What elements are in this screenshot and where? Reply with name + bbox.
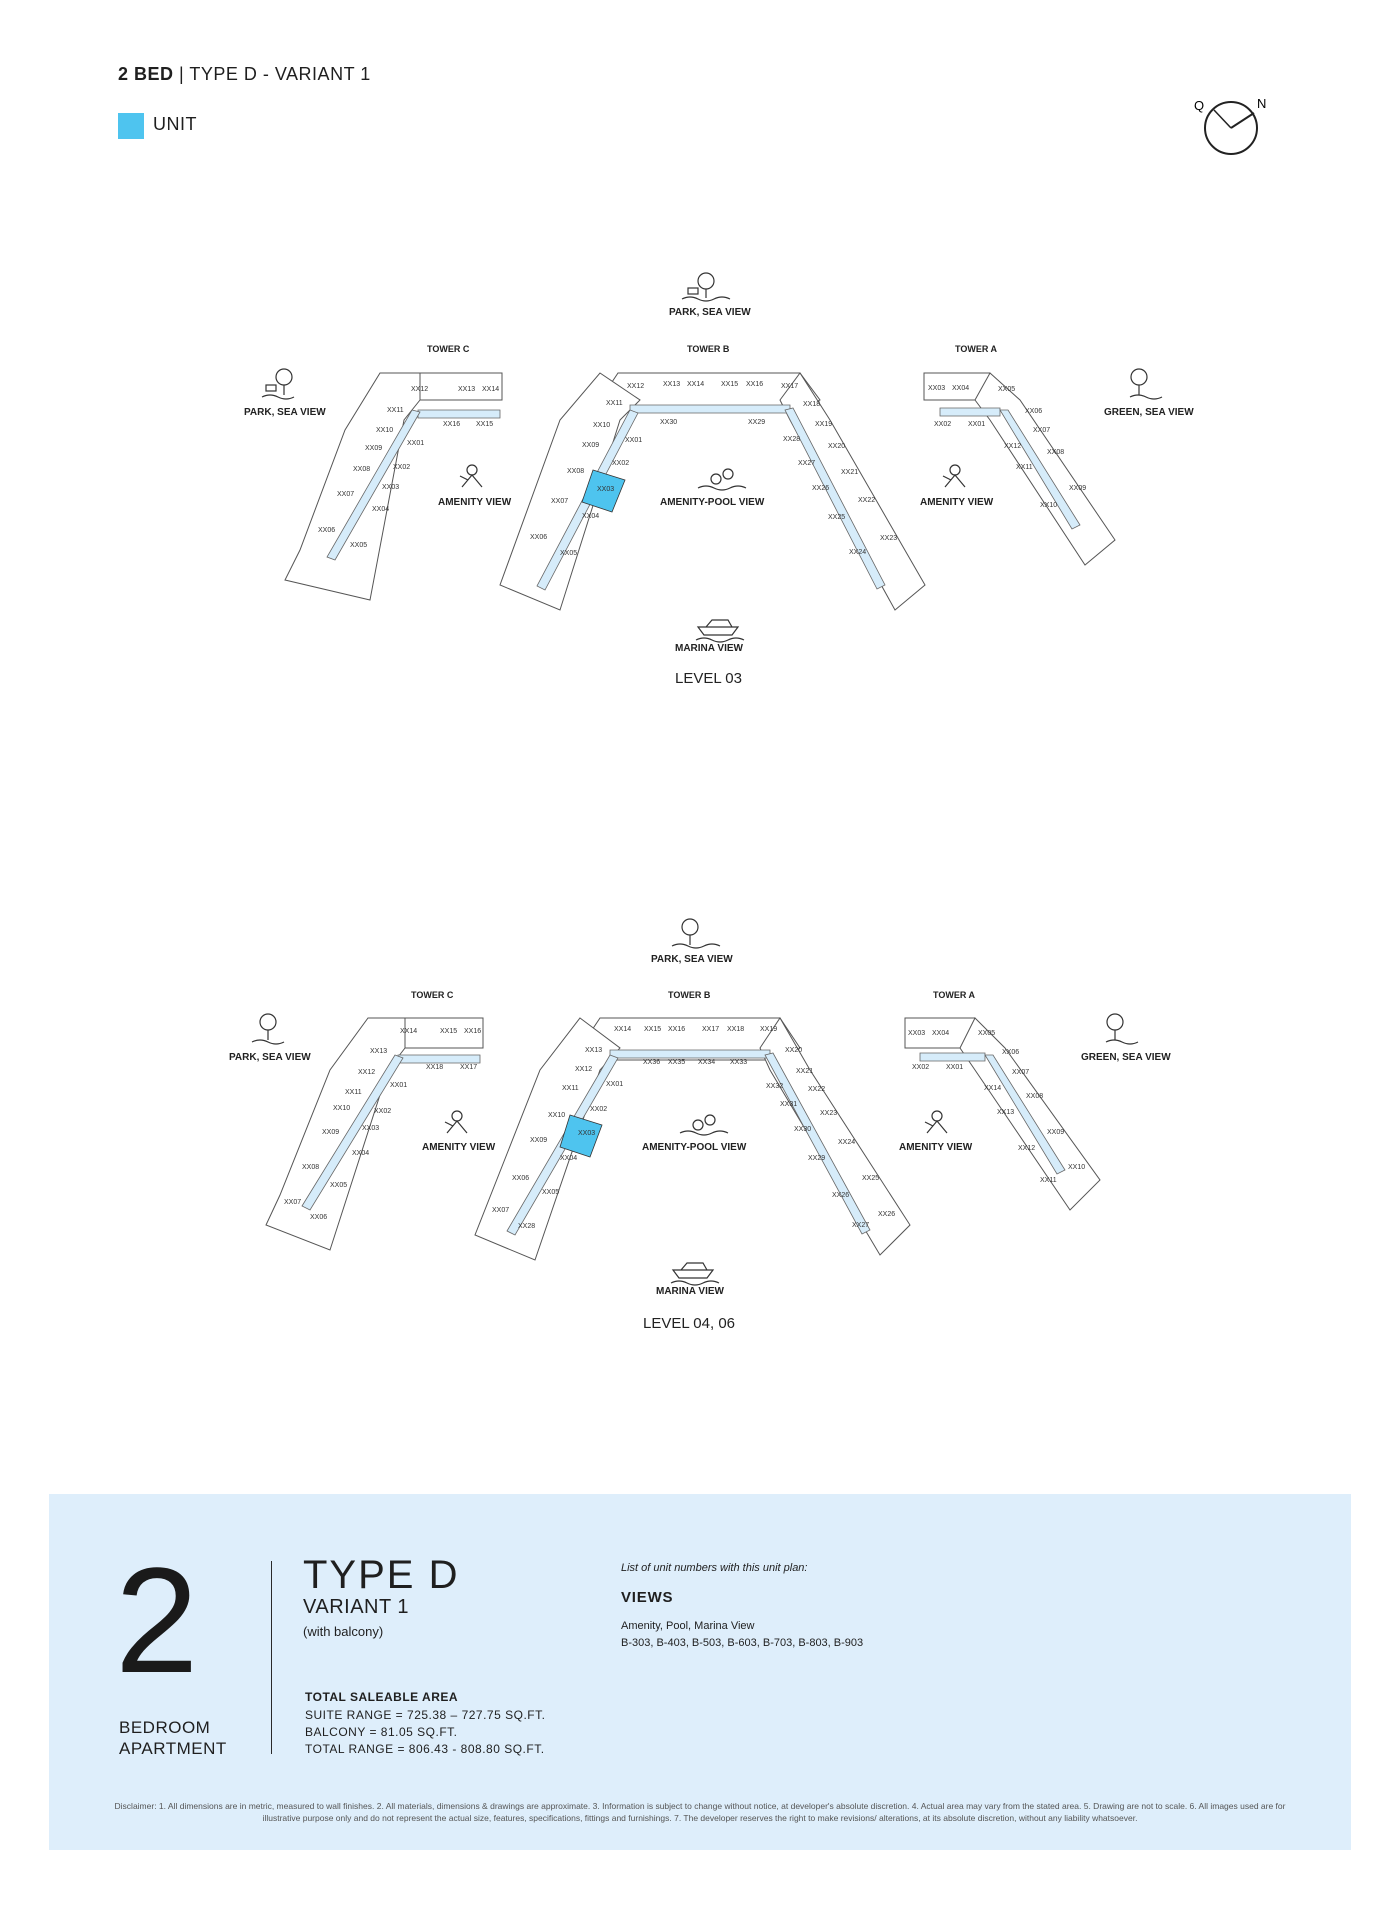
unit-label: XX24 bbox=[838, 1139, 856, 1146]
unit-label: XX30 bbox=[794, 1126, 812, 1133]
view-label-left: PARK, SEA VIEW bbox=[229, 1052, 311, 1063]
view-label-right: GREEN, SEA VIEW bbox=[1104, 407, 1194, 418]
unit-label: XX02 bbox=[374, 1108, 392, 1115]
level-03-keyplan bbox=[0, 260, 1400, 700]
unit-label: XX13 bbox=[370, 1048, 388, 1055]
view-label-amenity-right: AMENITY VIEW bbox=[920, 497, 994, 508]
unit-label: XX07 bbox=[492, 1207, 510, 1214]
unit-label: XX11 bbox=[1016, 464, 1033, 471]
view-label-amenity-right: AMENITY VIEW bbox=[899, 1142, 973, 1153]
unit-label: XX29 bbox=[808, 1155, 826, 1162]
boat-icon bbox=[671, 1263, 719, 1285]
unit-label: XX34 bbox=[698, 1059, 716, 1066]
compass-icon bbox=[1190, 95, 1280, 165]
unit-label: XX17 bbox=[781, 383, 799, 390]
unit-label: XX13 bbox=[997, 1109, 1015, 1116]
unit-label: XX19 bbox=[815, 421, 833, 428]
unit-label: XX16 bbox=[443, 421, 461, 428]
unit-label: XX23 bbox=[880, 535, 898, 542]
unit-label: XX02 bbox=[612, 460, 630, 467]
views-heading: VIEWS bbox=[621, 1589, 674, 1606]
unit-label: XX07 bbox=[551, 498, 569, 505]
view-label-bottom: MARINA VIEW bbox=[675, 643, 743, 654]
view-label-top: PARK, SEA VIEW bbox=[669, 307, 751, 318]
unit-label: XX27 bbox=[798, 460, 816, 467]
unit-label: XX12 bbox=[1018, 1145, 1036, 1152]
tower-b-label: TOWER B bbox=[668, 990, 711, 1000]
boat-icon bbox=[696, 620, 744, 642]
unit-label: XX09 bbox=[1047, 1129, 1065, 1136]
unit-label: XX12 bbox=[575, 1066, 593, 1073]
unit-label: XX18 bbox=[803, 401, 821, 408]
unit-label: XX10 bbox=[1068, 1164, 1086, 1171]
unit-label: XX14 bbox=[984, 1085, 1002, 1092]
unit-label: XX07 bbox=[284, 1199, 302, 1206]
bedroom-line-2: APARTMENT bbox=[119, 1739, 227, 1758]
tower-c-corridor bbox=[398, 1055, 480, 1063]
unit-label: XX01 bbox=[390, 1082, 408, 1089]
unit-label: XX21 bbox=[841, 469, 859, 476]
tower-b-corridor bbox=[630, 405, 790, 413]
unit-label: XX20 bbox=[785, 1047, 803, 1054]
unit-label: XX33 bbox=[730, 1059, 748, 1066]
unit-label: XX08 bbox=[1026, 1093, 1044, 1100]
unit-label: XX15 bbox=[476, 421, 494, 428]
bedroom-line-1: BEDROOM bbox=[119, 1718, 211, 1737]
unit-label: XX09 bbox=[365, 445, 383, 452]
tower-b-left-wing bbox=[475, 1018, 620, 1260]
unit-label: XX02 bbox=[590, 1106, 608, 1113]
unit-label: XX02 bbox=[934, 421, 952, 428]
bedroom-apartment-label bbox=[119, 1717, 227, 1759]
unit-label: XX10 bbox=[1040, 502, 1058, 509]
unit-label: XX24 bbox=[849, 549, 867, 556]
unit-label: XX01 bbox=[946, 1064, 964, 1071]
view-label-amenity-left: AMENITY VIEW bbox=[438, 497, 512, 508]
unit-label: XX07 bbox=[1033, 427, 1051, 434]
unit-label: XX13 bbox=[663, 381, 681, 388]
unit-label: XX05 bbox=[350, 542, 368, 549]
unit-label: XX06 bbox=[318, 527, 336, 534]
level-03-caption: LEVEL 03 bbox=[675, 670, 742, 687]
compass-q-label: Q bbox=[1194, 98, 1205, 113]
views-description: Amenity, Pool, Marina View bbox=[621, 1620, 755, 1632]
unit-label: XX01 bbox=[606, 1081, 624, 1088]
unit-label: XX11 bbox=[562, 1085, 579, 1092]
level-04-06-caption: LEVEL 04, 06 bbox=[643, 1315, 736, 1332]
unit-label: XX10 bbox=[593, 422, 611, 429]
unit-label: XX22 bbox=[858, 497, 876, 504]
unit-label: XX06 bbox=[1025, 408, 1043, 415]
unit-label: XX03 bbox=[597, 486, 615, 493]
plan-title bbox=[118, 64, 371, 85]
panel-divider bbox=[271, 1561, 272, 1754]
unit-label: XX36 bbox=[643, 1059, 661, 1066]
unit-label: XX05 bbox=[978, 1030, 996, 1037]
unit-label: XX04 bbox=[352, 1150, 370, 1157]
pool-icon bbox=[680, 1115, 728, 1135]
unit-label: XX16 bbox=[746, 381, 764, 388]
view-label-top: PARK, SEA VIEW bbox=[651, 954, 733, 965]
unit-label: XX05 bbox=[330, 1182, 348, 1189]
unit-label: XX04 bbox=[560, 1155, 578, 1162]
unit-label: XX05 bbox=[998, 386, 1016, 393]
unit-label: XX05 bbox=[560, 550, 578, 557]
unit-label: XX22 bbox=[808, 1086, 826, 1093]
unit-label: XX08 bbox=[353, 466, 371, 473]
tree-icon bbox=[262, 369, 294, 399]
unit-label: XX06 bbox=[512, 1175, 530, 1182]
unit-legend-label: UNIT bbox=[153, 114, 197, 134]
unit-label: XX06 bbox=[530, 534, 548, 541]
amenity-icon bbox=[943, 465, 965, 487]
unit-label: XX15 bbox=[440, 1028, 458, 1035]
unit-label: XX26 bbox=[878, 1211, 896, 1218]
view-label-bottom: MARINA VIEW bbox=[656, 1286, 724, 1297]
tower-a-corridor bbox=[940, 408, 1000, 416]
tower-a-corridor bbox=[920, 1053, 985, 1061]
unit-label: XX09 bbox=[322, 1129, 340, 1136]
tower-b-right-wing bbox=[760, 1018, 910, 1255]
unit-label: XX28 bbox=[783, 436, 801, 443]
unit-label: XX03 bbox=[362, 1125, 380, 1132]
unit-label: XX08 bbox=[1047, 449, 1065, 456]
view-label-amenity-left: AMENITY VIEW bbox=[422, 1142, 496, 1153]
unit-label: XX07 bbox=[1012, 1069, 1030, 1076]
unit-label: XX03 bbox=[928, 385, 946, 392]
unit-label: XX10 bbox=[548, 1112, 566, 1119]
level-04-06-keyplan bbox=[0, 905, 1400, 1345]
unit-label: XX14 bbox=[687, 381, 705, 388]
tower-b-label: TOWER B bbox=[687, 344, 730, 354]
view-label-pool: AMENITY-POOL VIEW bbox=[642, 1142, 747, 1153]
bedroom-count: 2 bbox=[115, 1536, 199, 1704]
tree-icon bbox=[682, 273, 730, 301]
unit-label: XX14 bbox=[400, 1028, 418, 1035]
unit-label: XX14 bbox=[614, 1026, 632, 1033]
unit-legend-swatch bbox=[118, 113, 144, 139]
unit-label: XX26 bbox=[812, 485, 830, 492]
tree-icon bbox=[1106, 1014, 1138, 1044]
unit-label: XX11 bbox=[1040, 1177, 1057, 1184]
unit-label: XX10 bbox=[333, 1105, 351, 1112]
unit-label: XX31 bbox=[780, 1101, 798, 1108]
balcony-note: (with balcony) bbox=[303, 1624, 384, 1639]
suite-range: SUITE RANGE = 725.38 – 727.75 SQ.FT. bbox=[305, 1708, 546, 1722]
tree-icon bbox=[1130, 369, 1162, 399]
tower-b-corridor bbox=[610, 1050, 770, 1058]
unit-label: XX18 bbox=[426, 1064, 444, 1071]
unit-summary-panel bbox=[49, 1494, 1351, 1850]
bed-count-label: 2 BED bbox=[118, 64, 174, 84]
amenity-icon bbox=[925, 1111, 947, 1133]
unit-label: XX04 bbox=[932, 1030, 950, 1037]
tree-icon bbox=[252, 1014, 284, 1044]
tower-b-right-wing bbox=[780, 373, 925, 610]
unit-label: XX03 bbox=[908, 1030, 926, 1037]
unit-label: XX15 bbox=[721, 381, 739, 388]
unit-label: XX01 bbox=[625, 437, 643, 444]
area-heading: TOTAL SALEABLE AREA bbox=[305, 1690, 459, 1704]
unit-label: XX13 bbox=[458, 386, 476, 393]
unit-label: XX17 bbox=[702, 1026, 720, 1033]
disclaimer: Disclaimer: 1. All dimensions are in metric, measured to wall finishes. 2. All materials, dimensions & drawings are approximate. 3. Information is subject to change without notice, at developer's absolute discretion. 4. Actual area may vary from the stated area. 5. Drawing are not to scale. 6. All images used are for illustrative purpose only and do not represent the actual size, features, specifications, fittings and furnishings. 7. The developer reserves the right to make revisions/ alterations, at its absolute discretion, without any liability whatsoever. bbox=[114, 1801, 1286, 1823]
unit-list-note: List of unit numbers with this unit plan: bbox=[621, 1562, 808, 1574]
views-unit-list: B-303, B-403, B-503, B-603, B-703, B-803, B-903 bbox=[621, 1637, 864, 1649]
pool-icon bbox=[698, 469, 746, 490]
unit-label: XX09 bbox=[582, 442, 600, 449]
amenity-icon bbox=[460, 465, 482, 487]
unit-label: XX02 bbox=[393, 464, 411, 471]
total-range: TOTAL RANGE = 806.43 - 808.80 SQ.FT. bbox=[305, 1742, 545, 1756]
tower-a-label: TOWER A bbox=[933, 990, 975, 1000]
unit-label: XX20 bbox=[828, 443, 846, 450]
tower-c-label: TOWER C bbox=[427, 344, 470, 354]
tower-c-label: TOWER C bbox=[411, 990, 454, 1000]
unit-label: XX28 bbox=[518, 1223, 536, 1230]
tower-c-corridor bbox=[418, 410, 500, 418]
unit-label: XX17 bbox=[460, 1064, 478, 1071]
unit-label: XX12 bbox=[1004, 443, 1022, 450]
unit-label: XX12 bbox=[411, 386, 429, 393]
unit-label: XX14 bbox=[482, 386, 500, 393]
unit-label: XX35 bbox=[668, 1059, 686, 1066]
unit-label: XX19 bbox=[760, 1026, 778, 1033]
view-label-right: GREEN, SEA VIEW bbox=[1081, 1052, 1171, 1063]
unit-label: XX27 bbox=[852, 1222, 870, 1229]
unit-label: XX01 bbox=[968, 421, 986, 428]
amenity-icon bbox=[445, 1111, 467, 1133]
unit-label: XX07 bbox=[337, 491, 355, 498]
unit-label: XX02 bbox=[912, 1064, 930, 1071]
unit-label: XX08 bbox=[302, 1164, 320, 1171]
unit-label: XX15 bbox=[644, 1026, 662, 1033]
unit-label: XX18 bbox=[727, 1026, 745, 1033]
unit-label: XX23 bbox=[820, 1110, 838, 1117]
view-label-pool: AMENITY-POOL VIEW bbox=[660, 497, 765, 508]
unit-label: XX03 bbox=[578, 1130, 596, 1137]
type-variant-label: TYPE D - VARIANT 1 bbox=[189, 64, 371, 84]
unit-label: XX09 bbox=[530, 1137, 548, 1144]
view-label-left: PARK, SEA VIEW bbox=[244, 407, 326, 418]
unit-label: XX26 bbox=[832, 1192, 850, 1199]
unit-label: XX05 bbox=[542, 1189, 560, 1196]
unit-label: XX16 bbox=[668, 1026, 686, 1033]
unit-label: XX06 bbox=[310, 1214, 328, 1221]
unit-label: XX25 bbox=[828, 514, 846, 521]
unit-label: XX09 bbox=[1069, 485, 1087, 492]
unit-label: XX06 bbox=[1002, 1049, 1020, 1056]
unit-label: XX12 bbox=[358, 1069, 376, 1076]
unit-label: XX01 bbox=[407, 440, 425, 447]
unit-label: XX11 bbox=[606, 400, 623, 407]
title-separator: | bbox=[173, 64, 190, 84]
unit-label: XX04 bbox=[952, 385, 970, 392]
tree-icon bbox=[672, 919, 720, 948]
unit-label: XX08 bbox=[567, 468, 585, 475]
type-title: TYPE D bbox=[303, 1553, 460, 1597]
unit-label: XX13 bbox=[585, 1047, 603, 1054]
unit-label: XX30 bbox=[660, 419, 678, 426]
variant-label: VARIANT 1 bbox=[303, 1596, 410, 1618]
unit-label: XX16 bbox=[464, 1028, 482, 1035]
unit-label: XX32 bbox=[766, 1083, 784, 1090]
balcony-area: BALCONY = 81.05 SQ.FT. bbox=[305, 1725, 458, 1739]
unit-label: XX21 bbox=[796, 1068, 814, 1075]
unit-label: XX11 bbox=[345, 1089, 362, 1096]
compass-n-label: N bbox=[1257, 96, 1267, 111]
unit-label: XX29 bbox=[748, 419, 766, 426]
unit-label: XX04 bbox=[582, 513, 600, 520]
unit-label: XX10 bbox=[376, 427, 394, 434]
unit-label: XX11 bbox=[387, 407, 404, 414]
tower-a-label: TOWER A bbox=[955, 344, 997, 354]
unit-label: XX25 bbox=[862, 1175, 880, 1182]
unit-label: XX03 bbox=[382, 484, 400, 491]
unit-label: XX12 bbox=[627, 383, 645, 390]
unit-label: XX04 bbox=[372, 506, 390, 513]
